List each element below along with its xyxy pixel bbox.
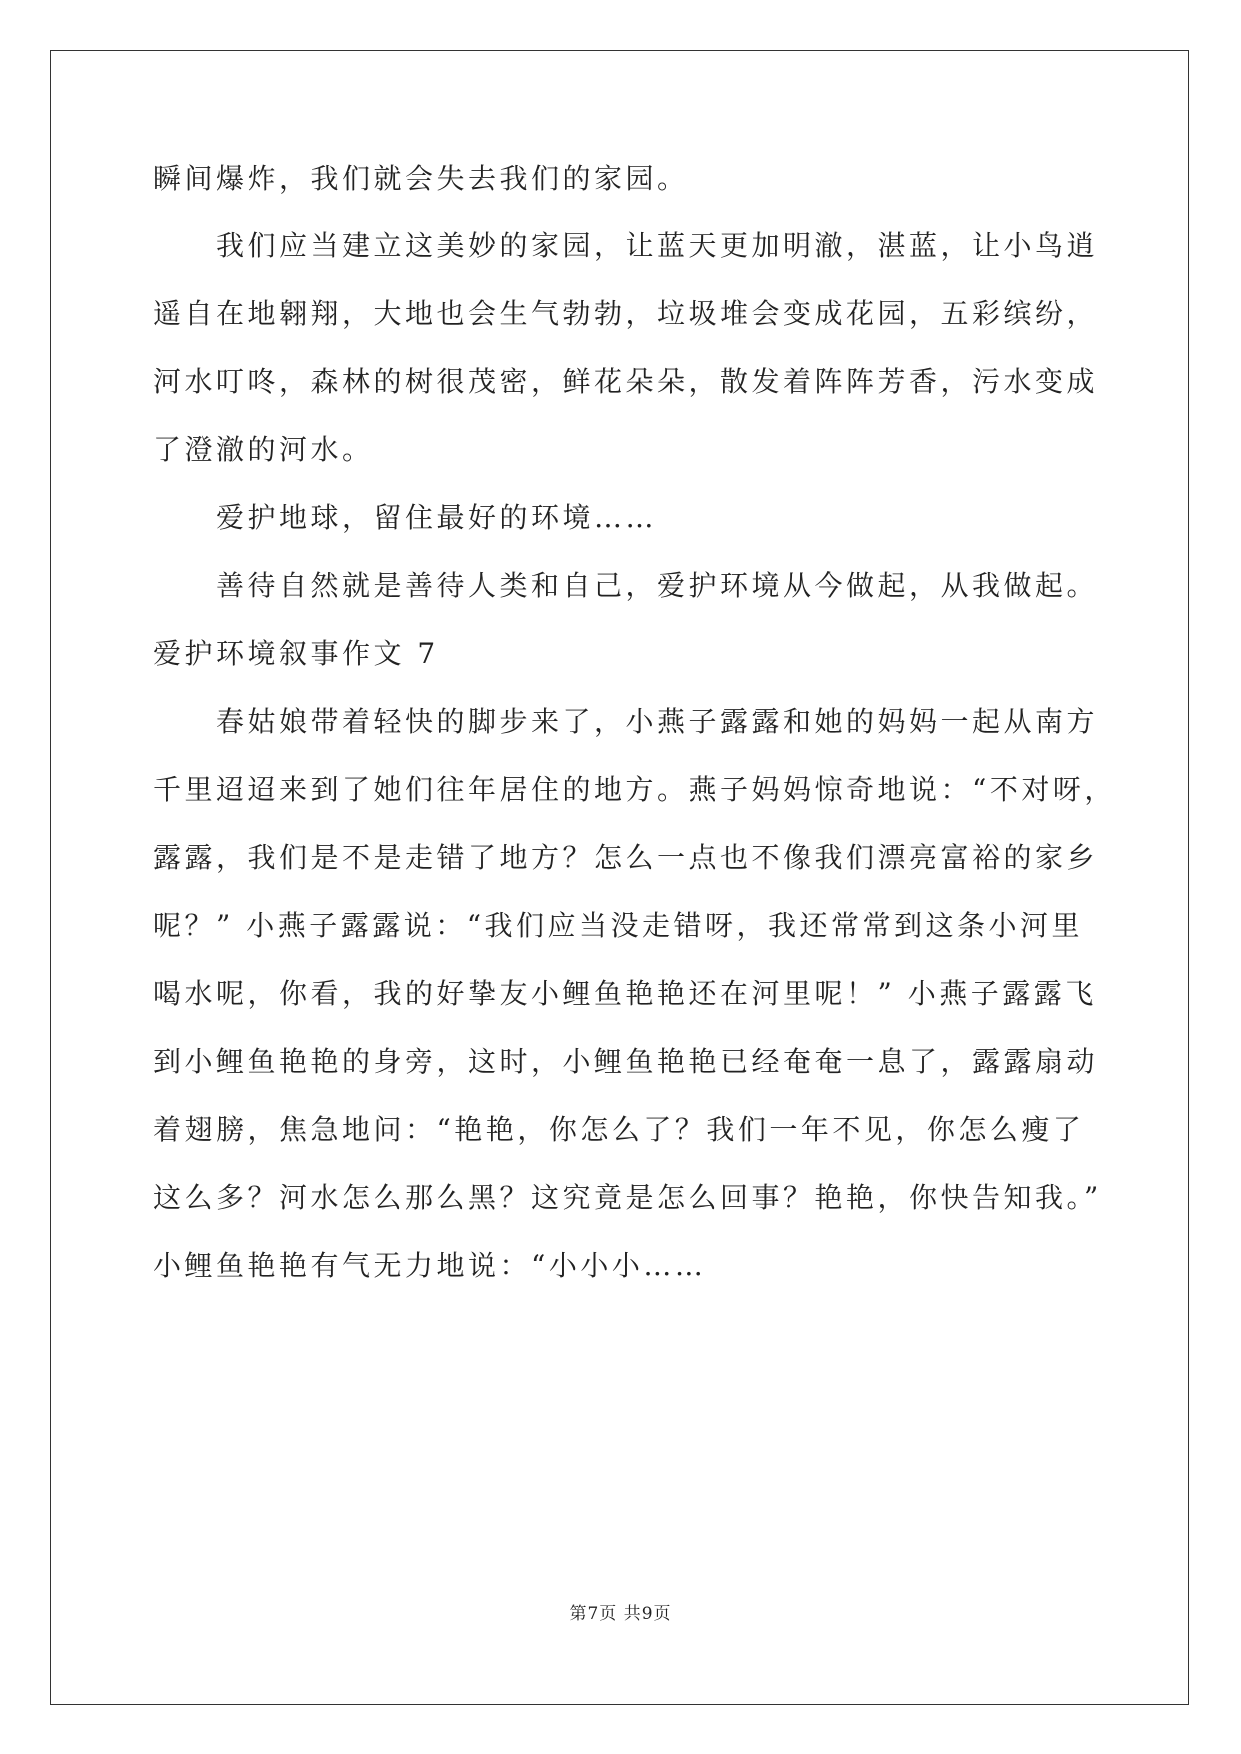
paragraph-first-line: 善待自然就是善待人类和自己，爱护环境从今做起，从我做起。 <box>216 569 1099 602</box>
paragraph-first-line: 爱护地球，留住最好的环境…… <box>216 501 658 534</box>
text-line: 到小鲤鱼艳艳的身旁，这时，小鲤鱼艳艳已经奄奄一息了，露露扇动 <box>153 1045 1099 1078</box>
text-line: 小鲤鱼艳艳有气无力地说：“小小小…… <box>153 1249 707 1282</box>
text-line: 千里迢迢来到了她们往年居住的地方。燕子妈妈惊奇地说：“不对呀， <box>153 773 1116 806</box>
page-number-footer: 第7页 共9页 <box>569 1604 672 1624</box>
paragraph-first-line: 春姑娘带着轻快的脚步来了，小燕子露露和她的妈妈一起从南方 <box>216 705 1099 738</box>
text-line: 了澄澈的河水。 <box>153 433 374 466</box>
text-line: 遥自在地翱翔，大地也会生气勃勃，垃圾堆会变成花园，五彩缤纷， <box>153 297 1099 330</box>
text-line: 呢？” 小燕子露露说：“我们应当没走错呀，我还常常到这条小河里 <box>153 909 1084 942</box>
text-line: 喝水呢，你看，我的好挚友小鲤鱼艳艳还在河里呢！” 小燕子露露飞 <box>153 977 1097 1010</box>
text-line: 这么多？河水怎么那么黑？这究竟是怎么回事？艳艳，你快告知我。” <box>153 1181 1102 1214</box>
text-line: 河水叮咚，森林的树很茂密，鲜花朵朵，散发着阵阵芳香，污水变成 <box>153 365 1099 398</box>
text-line: 瞬间爆炸，我们就会失去我们的家园。 <box>153 162 689 195</box>
text-line: 露露，我们是不是走错了地方？怎么一点也不像我们漂亮富裕的家乡 <box>153 841 1099 874</box>
text-line: 着翅膀，焦急地问：“艳艳，你怎么了？我们一年不见，你怎么瘦了 <box>153 1113 1085 1146</box>
paragraph-first-line: 我们应当建立这美妙的家园，让蓝天更加明澈，湛蓝，让小鸟逍 <box>216 229 1099 262</box>
section-heading: 爱护环境叙事作文 7 <box>153 637 439 670</box>
